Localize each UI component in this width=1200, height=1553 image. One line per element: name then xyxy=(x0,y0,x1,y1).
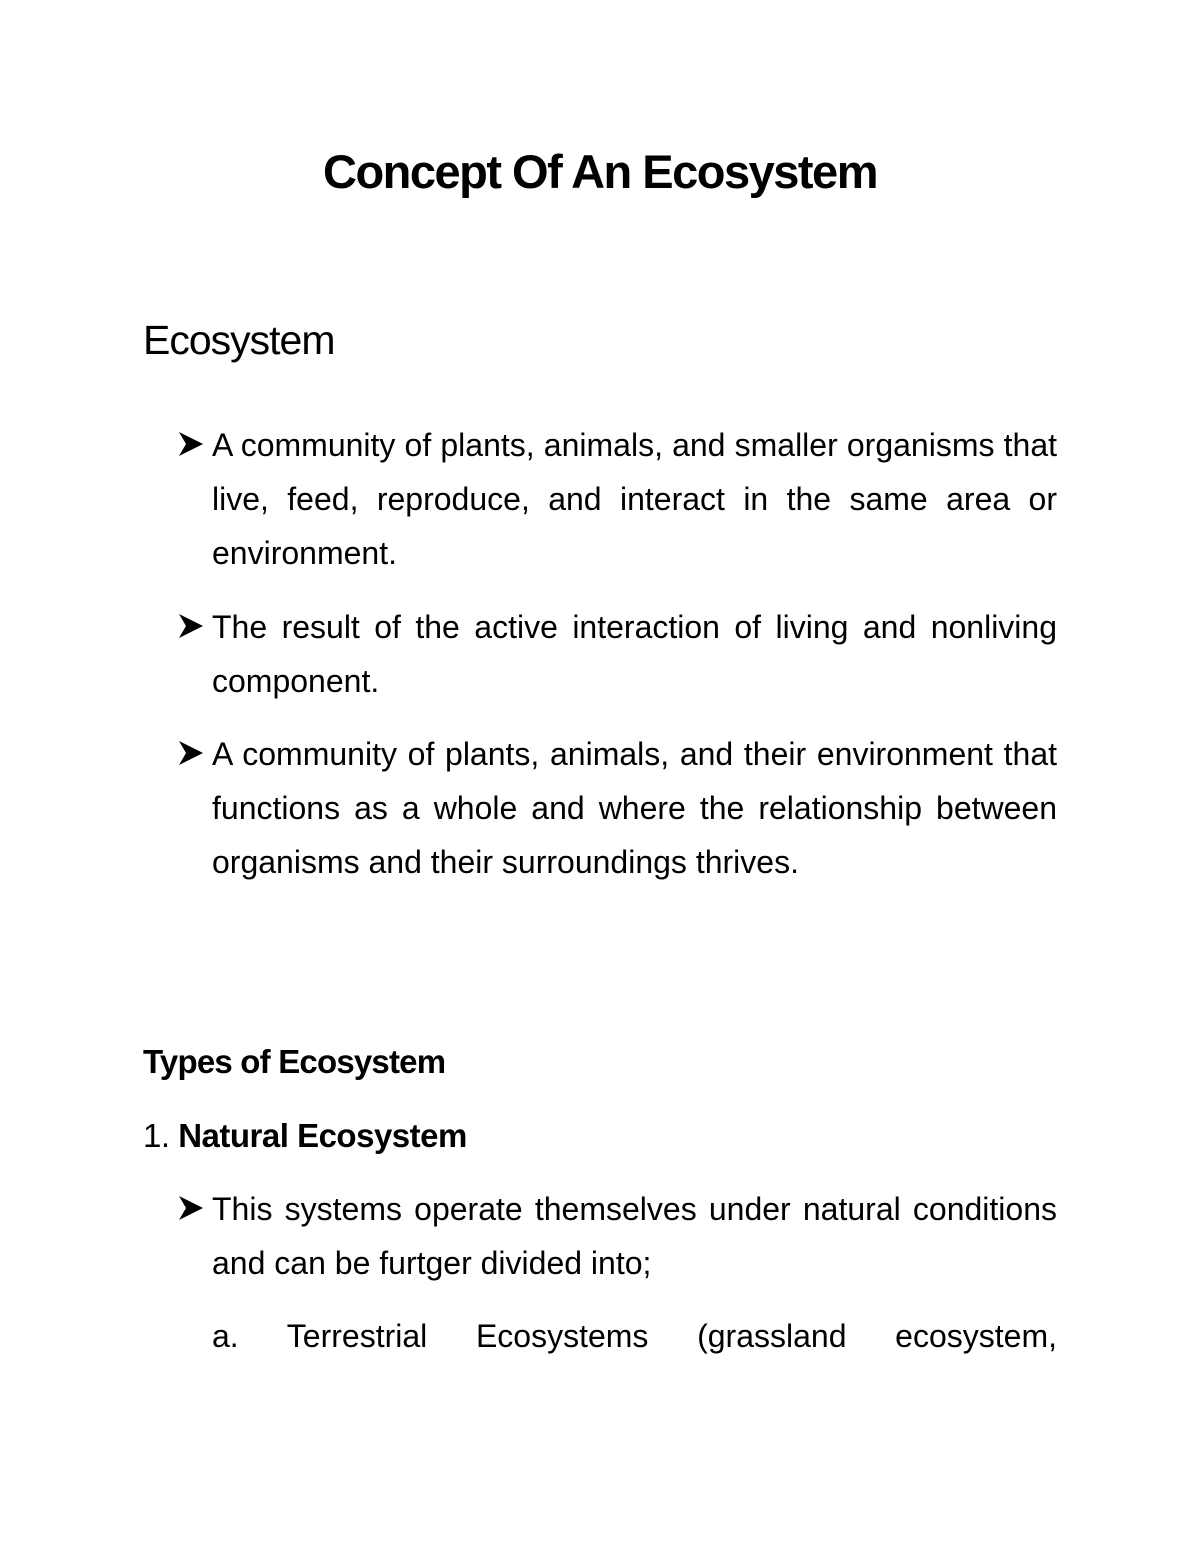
list-number: 1. xyxy=(143,1117,170,1154)
section-heading-ecosystem: Ecosystem xyxy=(143,317,335,363)
numbered-heading-label: Natural Ecosystem xyxy=(178,1117,467,1154)
arrowhead-bullet-icon xyxy=(176,611,206,641)
lettered-list-item xyxy=(212,1309,1057,1363)
arrowhead-bullet-icon xyxy=(176,738,206,768)
list-letter: a. xyxy=(212,1318,239,1354)
arrowhead-bullet-icon xyxy=(176,1193,206,1223)
document-title: Concept Of An Ecosystem xyxy=(323,145,877,198)
bullet-text: A community of plants, animals, and their environment that functions as a whole and where the relationship between organisms and their surroundings thrives. xyxy=(212,736,1057,880)
bullet-text: A community of plants, animals, and smaller organisms that live, feed, reproduce, and interact in the same area or environment. xyxy=(212,427,1057,571)
arrowhead-bullet-icon xyxy=(176,429,206,459)
bullet-text: This systems operate themselves under natural conditions and can be furtger divided into; xyxy=(212,1191,1057,1281)
types-of-ecosystem-heading: Types of Ecosystem xyxy=(143,1043,446,1080)
numbered-heading-natural-ecosystem xyxy=(143,1112,467,1160)
lettered-item-text: Terrestrial Ecosystems (grassland ecosystem, xyxy=(286,1318,1058,1354)
bullet-text: The result of the active interaction of living and nonliving component. xyxy=(212,609,1057,699)
